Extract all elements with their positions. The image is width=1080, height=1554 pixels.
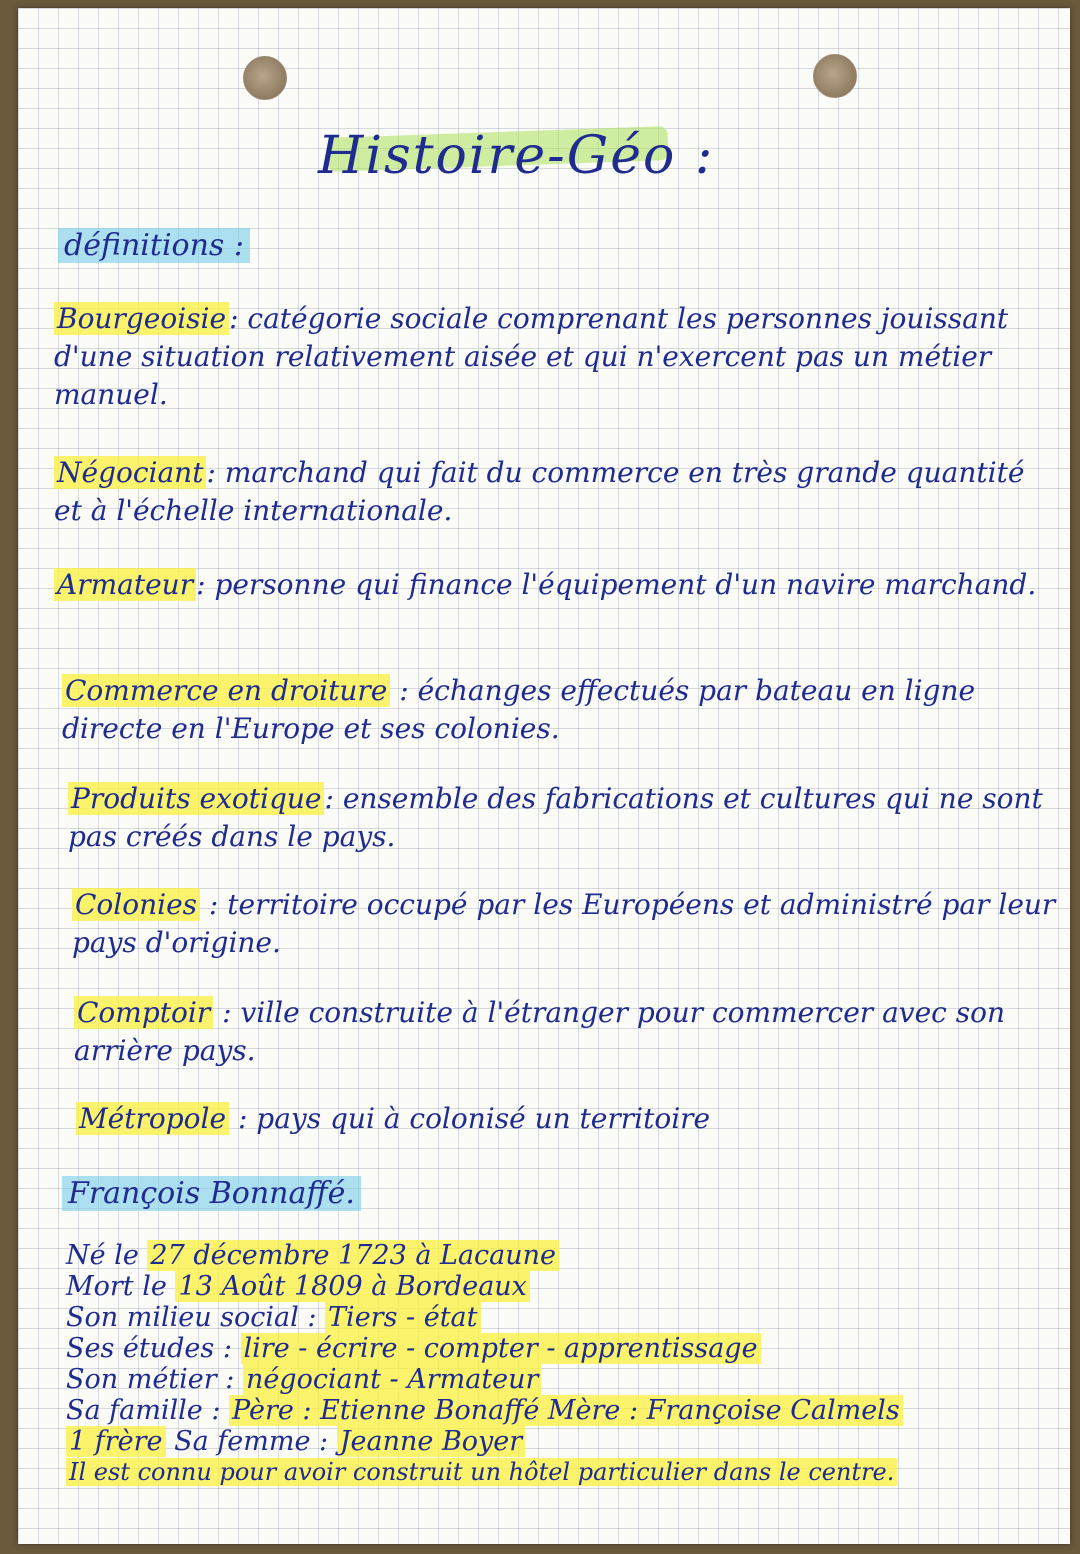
- definition-item: Métropole : pays qui à colonisé un territoire: [76, 1100, 1066, 1138]
- definitions-heading: définitions :: [58, 228, 250, 263]
- bio-line: 1 frère Sa femme : Jeanne Boyer: [66, 1426, 1076, 1457]
- definition-item: Négociant : marchand qui fait du commerce en très grande quantité et à l'échelle internationale.: [54, 456, 1025, 527]
- person-heading: François Bonnaffé.: [62, 1176, 361, 1211]
- definition-item: Bourgeoisie : catégorie sociale comprenant les personnes jouissant d'une situation relativement aisée et qui n'exercent pas un métier manuel.: [54, 302, 1009, 411]
- definition-item: Armateur : personne qui finance l'équipement d'un navire marchand.: [54, 566, 1044, 604]
- bio-line: Son métier : négociant - Armateur: [66, 1364, 1076, 1395]
- binder-hole: [243, 56, 287, 100]
- bio-line: Son milieu social : Tiers - état: [66, 1302, 1076, 1333]
- bio-line: Né le 27 décembre 1723 à Lacaune: [66, 1240, 1076, 1271]
- binder-hole: [813, 54, 857, 98]
- biography: [66, 1240, 1076, 1488]
- bio-line: Ses études : lire - écrire - compter - apprentissage: [66, 1333, 1076, 1364]
- definition-item: Commerce en droiture : échanges effectués par bateau en ligne directe en l'Europe et ses colonies.: [62, 674, 976, 745]
- page-title: Histoire-Géo :: [318, 126, 715, 186]
- definition-item: Colonies : territoire occupé par les Européens et administré par leur pays d'origine.: [72, 888, 1056, 959]
- bio-line: Sa famille : Père : Etienne Bonaffé Mère : Françoise Calmels: [66, 1395, 1076, 1426]
- definition-item: Comptoir : ville construite à l'étranger pour commercer avec son arrière pays.: [74, 996, 1006, 1067]
- bio-line: Mort le 13 Août 1809 à Bordeaux: [66, 1271, 1076, 1302]
- definition-item: Produits exotique : ensemble des fabrications et cultures qui ne sont pas créés dans le pays.: [68, 782, 1043, 853]
- bio-line: Il est connu pour avoir construit un hôtel particulier dans le centre.: [66, 1457, 1076, 1488]
- notebook-page: [18, 8, 1070, 1544]
